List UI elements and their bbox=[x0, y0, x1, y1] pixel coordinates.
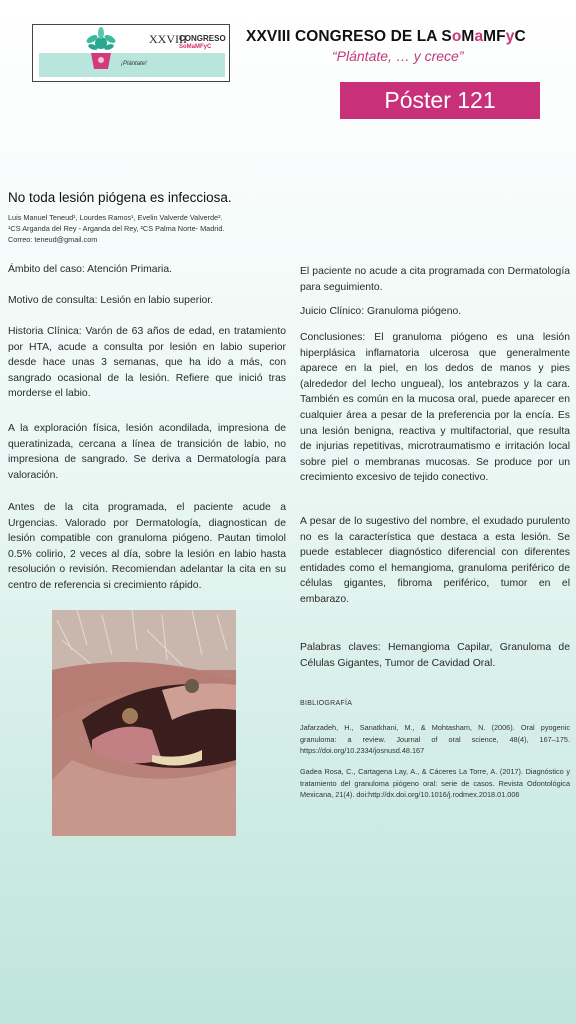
juicio-paragraph: Juicio Clínico: Granuloma piógeno. bbox=[300, 306, 462, 317]
clinical-photo bbox=[52, 610, 236, 836]
lip-lesion-image bbox=[52, 610, 236, 836]
logo-congreso: CONGRESO bbox=[179, 34, 226, 43]
exploracion-paragraph: A la exploración física, lesión acondilada, impresiona de queratinizada, cercana a línea de transición de labio, no impresiona de sangrado. Se deriva a Dermatología para valoración. bbox=[8, 423, 286, 481]
affiliations: ¹CS Arganda del Rey - Arganda del Rey, ²CS Palma Norte- Madrid. bbox=[8, 224, 225, 233]
title-y: y bbox=[505, 28, 515, 45]
logo-congress-number: XXVIII bbox=[149, 32, 187, 46]
authors: Luis Manuel Teneud¹, Lourdes Ramos¹, Evelin Valverde Valverde². bbox=[8, 213, 223, 222]
conclusiones-paragraph: Conclusiones: El granuloma piógeno es una lesión hiperplásica inflamatoria ulcerosa que generalmente aparece en la piel, en los dedos de manos y pies (alrededor del lecho ungueal), los antebrazos y la cara. También es común en la mucosa oral, puede aparecer en cualquier área a pesar de la preferencia por la encía. Es una lesión benigna, reactiva y multifactorial, que resulta de injurias repetitivas, microtraumatismo e irritación local sobre piel o membranas mucosas. Se produce por un crecimiento excesivo de tejido conectivo. bbox=[300, 332, 570, 484]
flower-pot-icon bbox=[83, 27, 119, 73]
logo-text bbox=[149, 32, 226, 50]
ambito-paragraph: Ámbito del caso: Atención Primaria. bbox=[8, 264, 173, 275]
title-o: o bbox=[451, 28, 462, 45]
email: Correo: teneud@gmail.com bbox=[8, 235, 98, 244]
bibliography-ref-2: Gadea Rosa, C., Cartagena Lay, A., & Cáceres La Torre, A. (2017). Diagnóstico y tratamiento del granuloma piógeno oral: serie de casos. Revista Odontológica Mexicana, 21(4). doi:http://dx.doi.org/10.1016/j.rodmex.2018.01.006 bbox=[300, 767, 570, 800]
title-mf: MF bbox=[483, 28, 506, 45]
motivo-paragraph: Motivo de consulta: Lesión en labio superior. bbox=[8, 295, 214, 306]
congress-title bbox=[246, 28, 556, 46]
logo-somamfyc: SoMaMFyC bbox=[179, 44, 212, 50]
urgencias-paragraph: Antes de la cita programada, el paciente acude a Urgencias. Valorado por Dermatología, diagnostican de lesión compatible con granuloma piógeno. Pautan timolol 0.5% colirio, 2 veces al día, sobre la lesión en labio hasta resolución o revisión. Recomiendan adelantar la cita en su centro de referencia si crecimiento rápido. bbox=[8, 502, 286, 591]
article-title: No toda lesión piógena es infecciosa. bbox=[8, 190, 232, 205]
logo-slogan: ¡Plántate! bbox=[121, 61, 147, 67]
congress-logo bbox=[32, 24, 230, 82]
bibliography-heading: BIBLIOGRAFÍA bbox=[300, 700, 353, 707]
title-m: M bbox=[461, 28, 475, 45]
bibliography-ref-1: Jafarzadeh, H., Sanatkhani, M., & Mohtasham, N. (2006). Oral pyogenic granuloma: a review. Journal of oral science, 48(4), 167–175. https://doi.org/10.2334/josnusd.48.167 bbox=[300, 723, 570, 756]
palabras-clave-paragraph: Palabras claves: Hemangioma Capilar, Granuloma de Células Gigantes, Tumor de Cavidad Oral. bbox=[300, 642, 570, 669]
historia-paragraph: Historia Clínica: Varón de 63 años de edad, en tratamiento por HTA, acude a consulta por lesión en labio superior desde hace unas 3 semanas, que ha ido a más, con sangrado ocasional de la lesión. Refiere que inició tras morderse el labio. bbox=[8, 326, 286, 400]
seguimiento-paragraph: El paciente no acude a cita programada con Dermatología para seguimiento. bbox=[300, 266, 570, 293]
poster-number-badge: Póster 121 bbox=[340, 82, 540, 119]
title-a: a bbox=[474, 28, 484, 45]
author-block bbox=[8, 212, 288, 245]
congress-subtitle: “Plántate, … y crece” bbox=[332, 48, 464, 64]
title-prefix: XXVIII CONGRESO DE LA S bbox=[246, 28, 452, 45]
sugestivo-paragraph: A pesar de lo sugestivo del nombre, el exudado purulento no es la característica que destaca a esta lesión. Se puede establecer diagnóstico diferencial con diferentes entidades como el hemangioma, granuloma periférico de células gigantes, fibroma periférico, tumor en el embarazo. bbox=[300, 516, 570, 605]
title-c: C bbox=[514, 28, 526, 45]
